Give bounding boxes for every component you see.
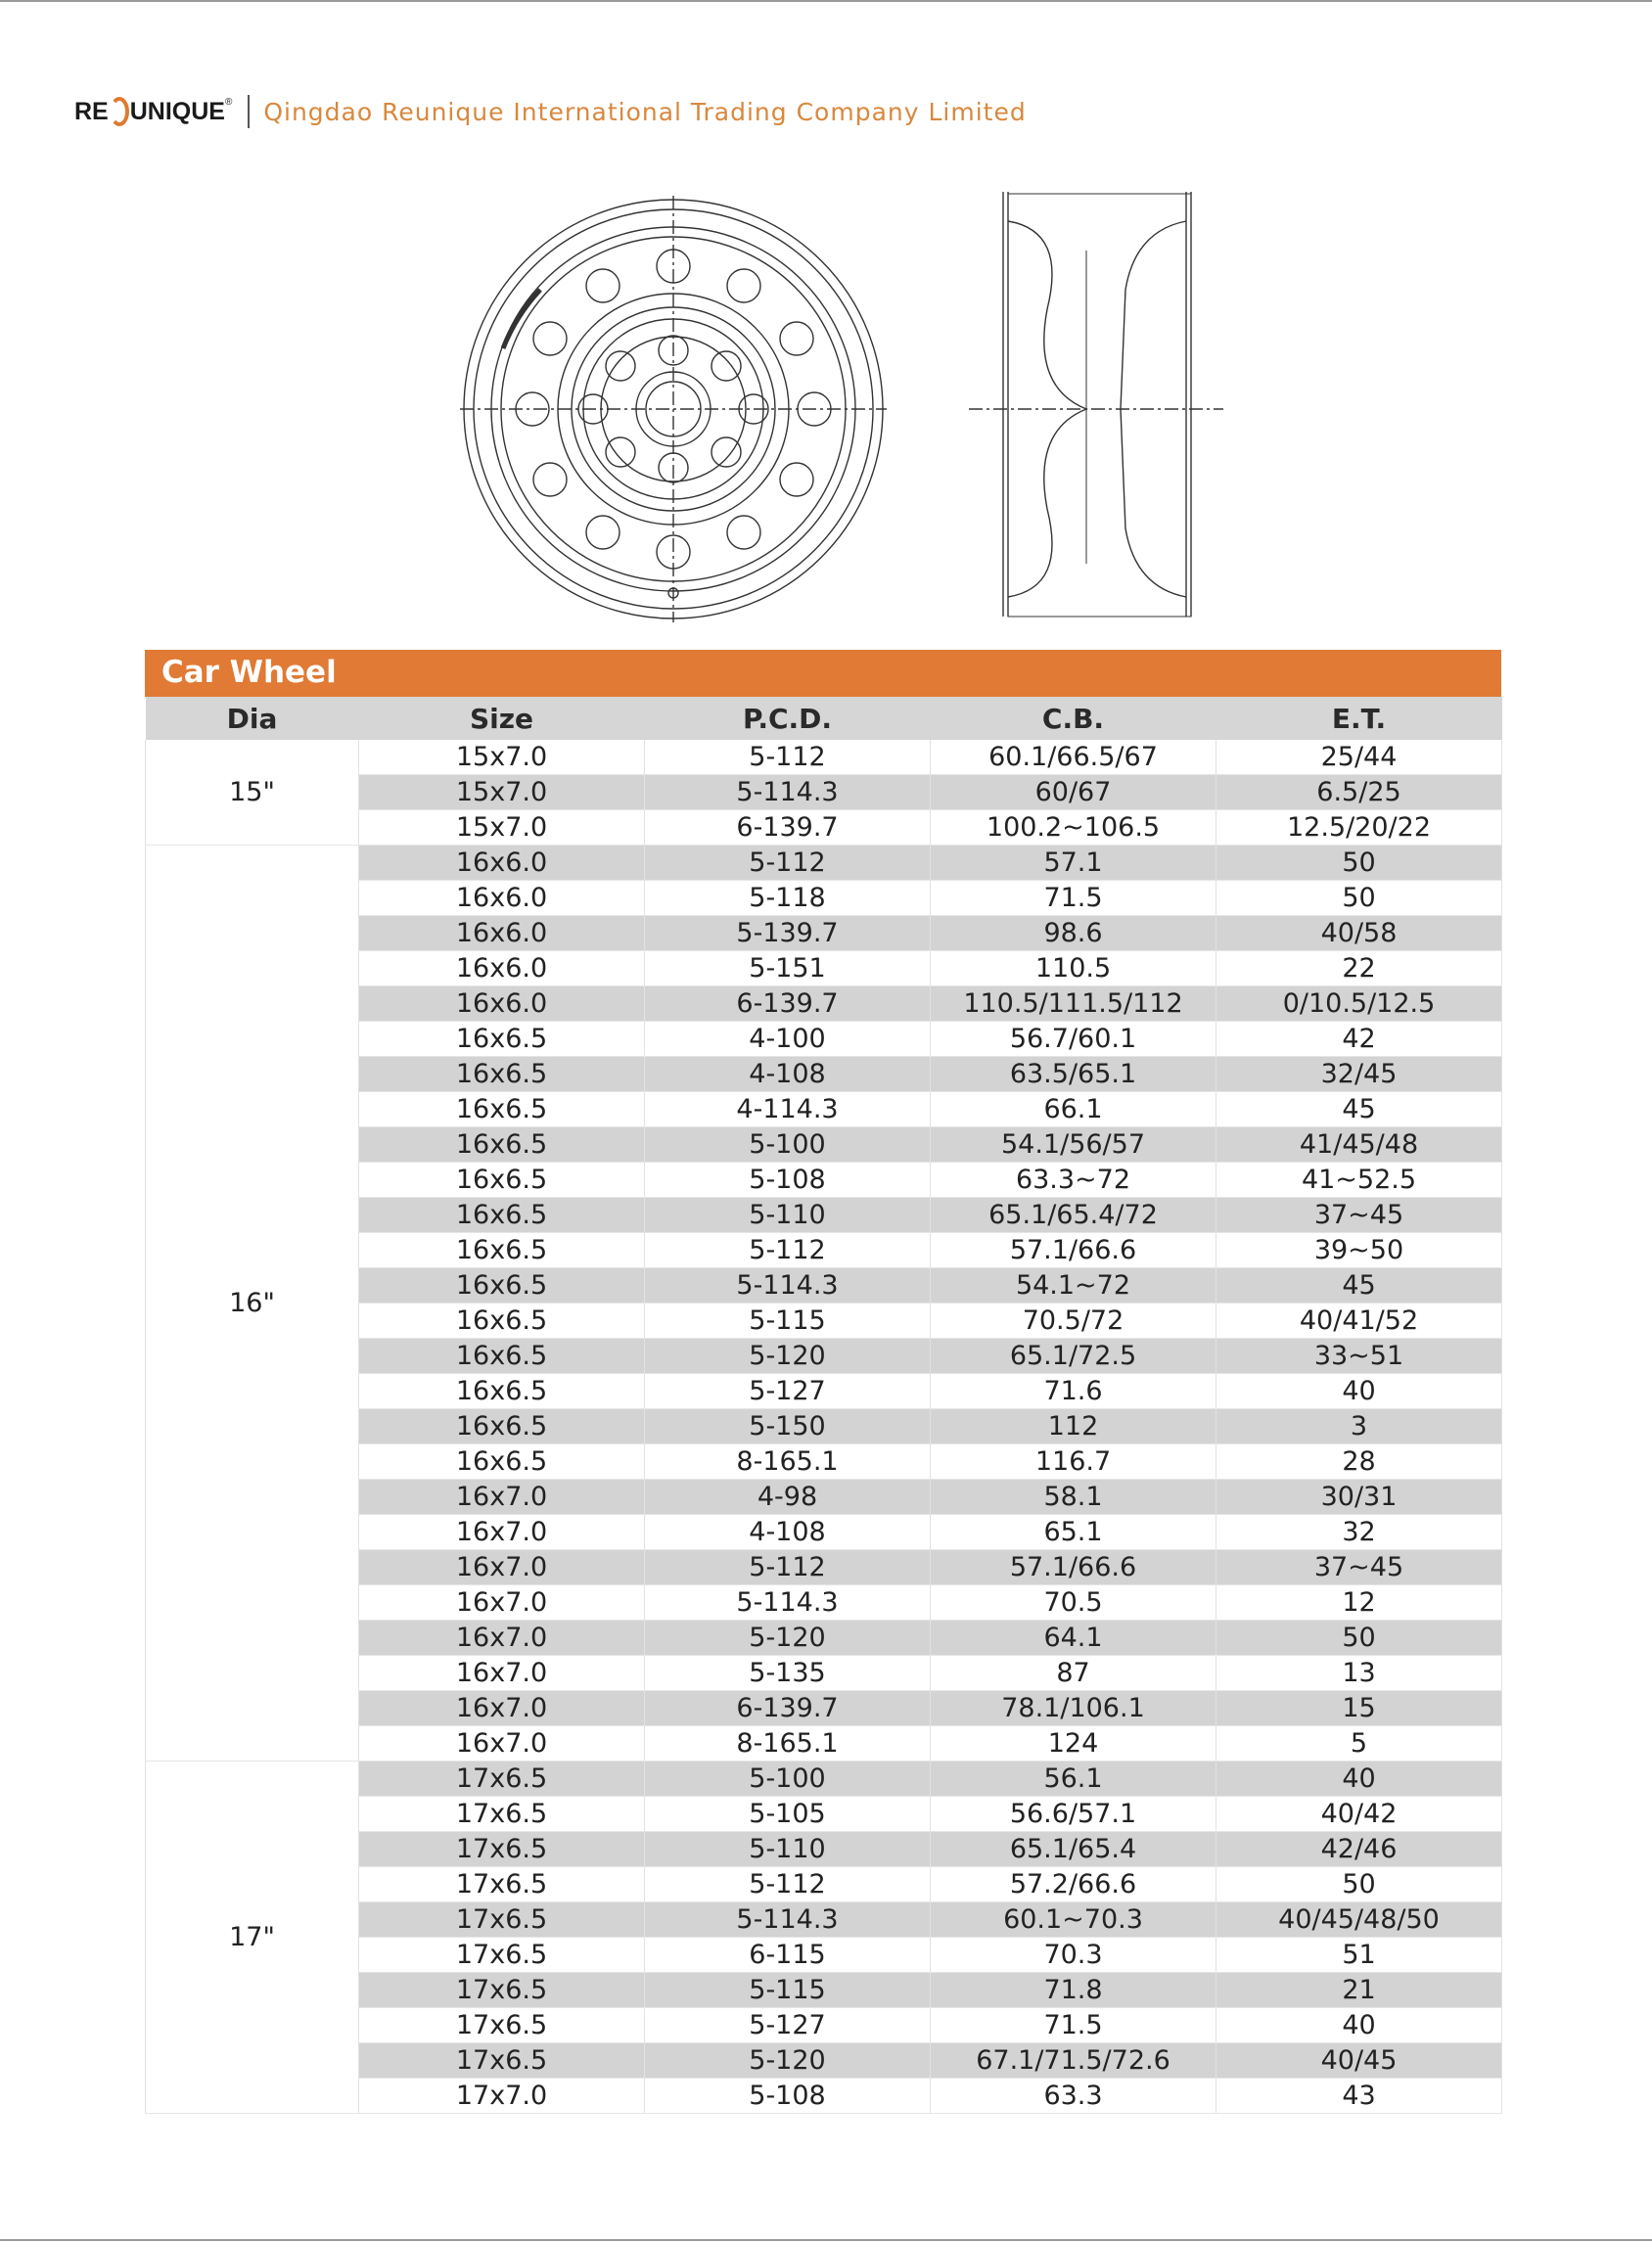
et-cell: 25/44 (1216, 740, 1502, 775)
cb-cell: 58.1 (931, 1480, 1216, 1515)
pcd-cell: 5-110 (645, 1832, 931, 1867)
pcd-cell: 5-120 (645, 2043, 931, 2079)
et-cell: 40/58 (1216, 916, 1502, 951)
et-cell: 22 (1216, 951, 1502, 986)
et-cell: 12.5/20/22 (1216, 810, 1502, 846)
pcd-cell: 4-114.3 (645, 1092, 931, 1127)
pcd-cell: 5-127 (645, 2008, 931, 2043)
wheel-technical-drawing (460, 192, 1223, 632)
pcd-cell: 5-114.3 (645, 775, 931, 810)
size-cell: 16x6.5 (359, 1409, 645, 1444)
pcd-cell: 5-115 (645, 1304, 931, 1339)
column-header-pcd: P.C.D. (645, 697, 931, 740)
section-title: Car Wheel (161, 655, 337, 690)
et-cell: 15 (1216, 1691, 1502, 1726)
size-cell: 16x6.5 (359, 1057, 645, 1092)
size-cell: 17x6.5 (359, 1902, 645, 1938)
cb-cell: 63.3~72 (931, 1163, 1216, 1198)
size-cell: 16x7.0 (359, 1480, 645, 1515)
cb-cell: 57.1/66.6 (931, 1550, 1216, 1585)
size-cell: 17x7.0 (359, 2079, 645, 2114)
cb-cell: 98.6 (931, 916, 1216, 951)
cb-cell: 65.1 (931, 1515, 1216, 1550)
pcd-cell: 5-100 (645, 1127, 931, 1163)
cb-cell: 71.5 (931, 2008, 1216, 2043)
et-cell: 50 (1216, 846, 1502, 881)
cb-cell: 60.1/66.5/67 (931, 740, 1216, 775)
et-cell: 39~50 (1216, 1233, 1502, 1268)
size-cell: 16x6.5 (359, 1374, 645, 1409)
et-cell: 51 (1216, 1938, 1502, 1973)
et-cell: 40/45/48/50 (1216, 1902, 1502, 1938)
pcd-cell: 5-100 (645, 1762, 931, 1797)
pcd-cell: 5-110 (645, 1198, 931, 1233)
size-cell: 16x6.0 (359, 916, 645, 951)
size-cell: 17x6.5 (359, 1867, 645, 1902)
cb-cell: 71.5 (931, 881, 1216, 916)
pcd-cell: 6-139.7 (645, 986, 931, 1022)
cb-cell: 87 (931, 1656, 1216, 1691)
dia-cell: 17" (146, 1762, 359, 2114)
bottom-rule (0, 2239, 1652, 2241)
company-name: Qingdao Reunique International Trading Company Limited (263, 97, 1027, 126)
pcd-cell: 5-114.3 (645, 1268, 931, 1304)
dia-cell: 15" (146, 740, 359, 846)
table-body (146, 740, 1502, 2114)
size-cell: 16x6.5 (359, 1163, 645, 1198)
table-row (146, 740, 1502, 775)
et-cell: 28 (1216, 1444, 1502, 1480)
pcd-cell: 8-165.1 (645, 1726, 931, 1762)
section-title-bar (145, 650, 1501, 697)
et-cell: 40/45 (1216, 2043, 1502, 2079)
et-cell: 21 (1216, 1973, 1502, 2008)
pcd-cell: 5-112 (645, 740, 931, 775)
size-cell: 16x7.0 (359, 1691, 645, 1726)
wheel-spec-table (145, 697, 1502, 2114)
size-cell: 17x6.5 (359, 1797, 645, 1832)
pcd-cell: 5-120 (645, 1621, 931, 1656)
et-cell: 33~51 (1216, 1339, 1502, 1374)
et-cell: 32 (1216, 1515, 1502, 1550)
cb-cell: 56.6/57.1 (931, 1797, 1216, 1832)
table-header-row (146, 697, 1502, 740)
cb-cell: 66.1 (931, 1092, 1216, 1127)
table-row (146, 1762, 1502, 1797)
size-cell: 16x7.0 (359, 1550, 645, 1585)
size-cell: 16x6.5 (359, 1022, 645, 1057)
page-header (74, 90, 1027, 133)
pcd-cell: 6-139.7 (645, 810, 931, 846)
cb-cell: 110.5 (931, 951, 1216, 986)
size-cell: 16x6.5 (359, 1198, 645, 1233)
pcd-cell: 5-120 (645, 1339, 931, 1374)
column-header-et: E.T. (1216, 697, 1502, 740)
pcd-cell: 5-114.3 (645, 1902, 931, 1938)
cb-cell: 56.7/60.1 (931, 1022, 1216, 1057)
et-cell: 40 (1216, 2008, 1502, 2043)
cb-cell: 70.3 (931, 1938, 1216, 1973)
cb-cell: 65.1/65.4/72 (931, 1198, 1216, 1233)
pcd-cell: 4-98 (645, 1480, 931, 1515)
et-cell: 42/46 (1216, 1832, 1502, 1867)
size-cell: 15x7.0 (359, 740, 645, 775)
et-cell: 41~52.5 (1216, 1163, 1502, 1198)
cb-cell: 54.1/56/57 (931, 1127, 1216, 1163)
et-cell: 50 (1216, 1621, 1502, 1656)
pcd-cell: 5-150 (645, 1409, 931, 1444)
pcd-cell: 5-135 (645, 1656, 931, 1691)
et-cell: 5 (1216, 1726, 1502, 1762)
cb-cell: 63.3 (931, 2079, 1216, 2114)
cb-cell: 57.2/66.6 (931, 1867, 1216, 1902)
size-cell: 17x6.5 (359, 2043, 645, 2079)
et-cell: 13 (1216, 1656, 1502, 1691)
cb-cell: 70.5 (931, 1585, 1216, 1621)
size-cell: 16x6.5 (359, 1304, 645, 1339)
size-cell: 16x6.5 (359, 1339, 645, 1374)
size-cell: 16x6.0 (359, 846, 645, 881)
cb-cell: 64.1 (931, 1621, 1216, 1656)
et-cell: 40/42 (1216, 1797, 1502, 1832)
et-cell: 37~45 (1216, 1198, 1502, 1233)
pcd-cell: 5-108 (645, 1163, 931, 1198)
et-cell: 6.5/25 (1216, 775, 1502, 810)
cb-cell: 78.1/106.1 (931, 1691, 1216, 1726)
pcd-cell: 8-165.1 (645, 1444, 931, 1480)
column-header-size: Size (359, 697, 645, 740)
cb-cell: 71.6 (931, 1374, 1216, 1409)
et-cell: 40 (1216, 1374, 1502, 1409)
size-cell: 16x7.0 (359, 1515, 645, 1550)
top-rule (0, 0, 1652, 2)
header-divider (248, 95, 250, 128)
size-cell: 17x6.5 (359, 2008, 645, 2043)
et-cell: 42 (1216, 1022, 1502, 1057)
column-header-cb: C.B. (931, 697, 1216, 740)
size-cell: 16x6.5 (359, 1127, 645, 1163)
cb-cell: 67.1/71.5/72.6 (931, 2043, 1216, 2079)
et-cell: 43 (1216, 2079, 1502, 2114)
size-cell: 16x7.0 (359, 1621, 645, 1656)
pcd-cell: 5-112 (645, 1867, 931, 1902)
cb-cell: 116.7 (931, 1444, 1216, 1480)
size-cell: 16x7.0 (359, 1656, 645, 1691)
size-cell: 16x6.5 (359, 1233, 645, 1268)
size-cell: 16x6.5 (359, 1092, 645, 1127)
dia-cell: 16" (146, 846, 359, 1762)
et-cell: 45 (1216, 1092, 1502, 1127)
et-cell: 37~45 (1216, 1550, 1502, 1585)
pcd-cell: 5-112 (645, 1233, 931, 1268)
et-cell: 32/45 (1216, 1057, 1502, 1092)
cb-cell: 54.1~72 (931, 1268, 1216, 1304)
et-cell: 30/31 (1216, 1480, 1502, 1515)
size-cell: 16x6.0 (359, 951, 645, 986)
et-cell: 3 (1216, 1409, 1502, 1444)
cb-cell: 65.1/72.5 (931, 1339, 1216, 1374)
pcd-cell: 5-118 (645, 881, 931, 916)
table-row (146, 846, 1502, 881)
size-cell: 16x6.5 (359, 1268, 645, 1304)
pcd-cell: 6-139.7 (645, 1691, 931, 1726)
size-cell: 15x7.0 (359, 810, 645, 846)
et-cell: 0/10.5/12.5 (1216, 986, 1502, 1022)
pcd-cell: 4-100 (645, 1022, 931, 1057)
cb-cell: 100.2~106.5 (931, 810, 1216, 846)
pcd-cell: 5-139.7 (645, 916, 931, 951)
size-cell: 16x7.0 (359, 1726, 645, 1762)
pcd-cell: 5-115 (645, 1973, 931, 2008)
pcd-cell: 5-112 (645, 1550, 931, 1585)
cb-cell: 124 (931, 1726, 1216, 1762)
pcd-cell: 6-115 (645, 1938, 931, 1973)
et-cell: 50 (1216, 1867, 1502, 1902)
size-cell: 17x6.5 (359, 1973, 645, 2008)
et-cell: 41/45/48 (1216, 1127, 1502, 1163)
size-cell: 16x6.0 (359, 881, 645, 916)
cb-cell: 112 (931, 1409, 1216, 1444)
size-cell: 17x6.5 (359, 1938, 645, 1973)
pcd-cell: 4-108 (645, 1515, 931, 1550)
et-cell: 12 (1216, 1585, 1502, 1621)
cb-cell: 57.1 (931, 846, 1216, 881)
et-cell: 45 (1216, 1268, 1502, 1304)
pcd-cell: 4-108 (645, 1057, 931, 1092)
size-cell: 17x6.5 (359, 1762, 645, 1797)
cb-cell: 65.1/65.4 (931, 1832, 1216, 1867)
cb-cell: 63.5/65.1 (931, 1057, 1216, 1092)
size-cell: 16x7.0 (359, 1585, 645, 1621)
cb-cell: 70.5/72 (931, 1304, 1216, 1339)
size-cell: 16x6.0 (359, 986, 645, 1022)
pcd-cell: 5-108 (645, 2079, 931, 2114)
cb-cell: 57.1/66.6 (931, 1233, 1216, 1268)
cb-cell: 56.1 (931, 1762, 1216, 1797)
pcd-cell: 5-112 (645, 846, 931, 881)
pcd-cell: 5-114.3 (645, 1585, 931, 1621)
pcd-cell: 5-151 (645, 951, 931, 986)
et-cell: 40/41/52 (1216, 1304, 1502, 1339)
cb-cell: 60/67 (931, 775, 1216, 810)
et-cell: 50 (1216, 881, 1502, 916)
cb-cell: 110.5/111.5/112 (931, 986, 1216, 1022)
company-logo: RE UNIQUE ® (74, 96, 233, 125)
et-cell: 40 (1216, 1762, 1502, 1797)
pcd-cell: 5-105 (645, 1797, 931, 1832)
size-cell: 15x7.0 (359, 775, 645, 810)
column-header-dia: Dia (146, 697, 359, 740)
size-cell: 16x6.5 (359, 1444, 645, 1480)
pcd-cell: 5-127 (645, 1374, 931, 1409)
cb-cell: 60.1~70.3 (931, 1902, 1216, 1938)
size-cell: 17x6.5 (359, 1832, 645, 1867)
cb-cell: 71.8 (931, 1973, 1216, 2008)
